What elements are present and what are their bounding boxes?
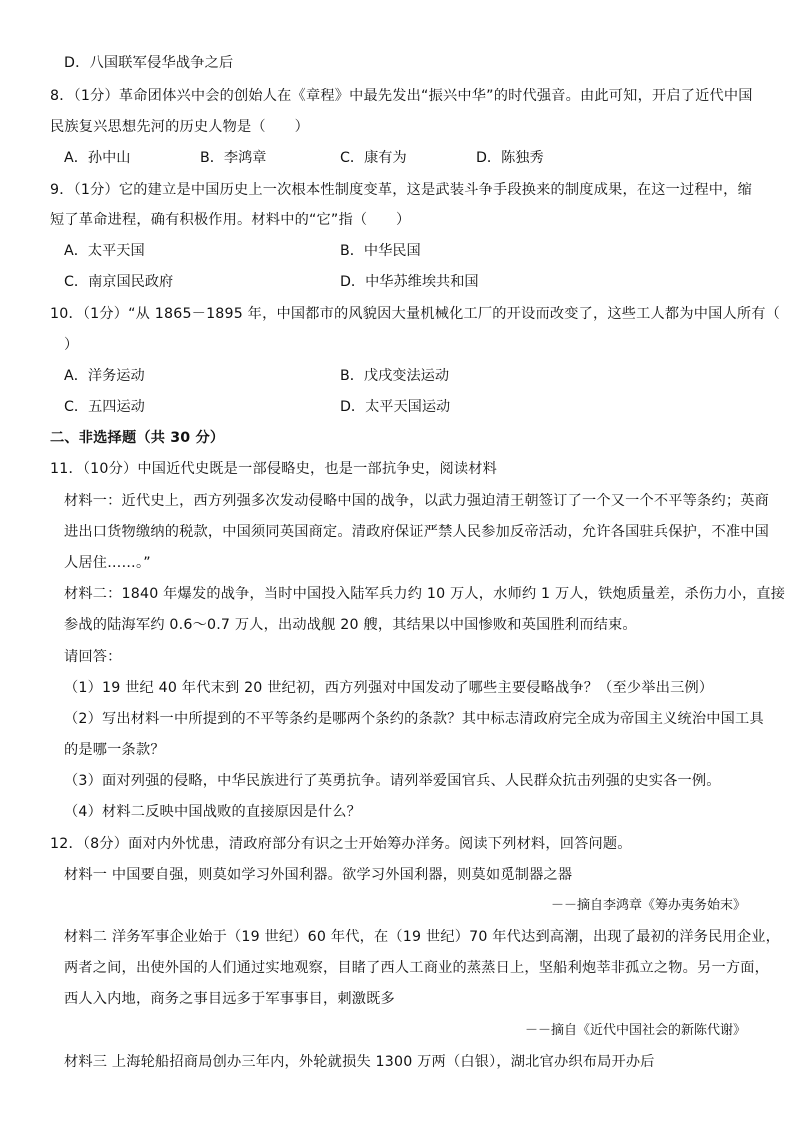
q11-material2-line2: 参战的陆海军约 0.6～0.7 万人，出动战舰 20 艘，其结果以中国惨败和英国胜利而结束。 xyxy=(64,617,637,633)
q9-stem-line1: 9．（1分）它的建立是中国历史上一次根本性制度变革，这是武装斗争手段换来的制度成果，在这一过程中，缩 xyxy=(50,182,752,198)
q9-stem-line2: 短了革命进程，确有积极作用。材料中的“它”指（ ） xyxy=(50,212,411,228)
q12-material3: 材料三 上海轮船招商局创办三年内，外轮就损失 1300 万两（白银），湖北官办织布局开办后 xyxy=(64,1054,655,1070)
q9-option-d: D．中华苏维埃共和国 xyxy=(340,274,479,290)
q11-material1-line2: 进出口货物缴纳的税款，中国须同英国商定。清政府保证严禁人民参加反帝活动，允许各国驻兵保护，不准中国 xyxy=(64,524,769,540)
q10-stem-line2: ） xyxy=(64,337,79,353)
q9-option-b: B．中华民国 xyxy=(340,243,421,259)
q10-option-c: C．五四运动 xyxy=(64,399,145,415)
q8-option-b: B．李鸿章 xyxy=(200,150,267,166)
q11-sub1: （1）19 世纪 40 年代末到 20 世纪初，西方列强对中国发动了哪些主要侵略战争？（至少举出三例） xyxy=(64,680,714,696)
q11-material1-line3: 人居住……。” xyxy=(64,555,151,571)
q11-material1-line1: 材料一：近代史上，西方列强多次发动侵略中国的战争，以武力强迫清王朝签订了一个又一个不平等条约；英商 xyxy=(64,493,769,509)
q10-option-a: A．洋务运动 xyxy=(64,368,145,384)
q12-material2-line3: 西人入内地，商务之事目远多于军事事目，刺激既多 xyxy=(64,991,395,1007)
q12-material2-line2: 两者之间，出使外国的人们通过实地观察，目睹了西人工商业的蒸蒸日上，坚船利炮莘非孤立之物。另一方面， xyxy=(64,960,769,976)
q11-material2-line1: 材料二：1840 年爆发的战争，当时中国投入陆军兵力约 10 万人，水师约 1 万人，铁炮质量差，杀伤力小，直接 xyxy=(64,586,786,602)
q11-sub2-line1: （2）写出材料一中所提到的不平等条约是哪两个条约的条款？其中标志清政府完全成为帝国主义统治中国工具 xyxy=(64,711,764,727)
q9-option-a: A．太平天国 xyxy=(64,243,145,259)
section-heading: 二、非选择题（共 30 分） xyxy=(50,430,225,446)
q10-option-d: D．太平天国运动 xyxy=(340,399,451,415)
q10-stem-line1: 10．（1分）“从 1865－1895 年，中国都市的风貌因大量机械化工厂的开设而改变了，这些工人都为中国人所有（ xyxy=(50,306,781,322)
q12-material2-source: －－摘自《近代中国社会的新陈代谢》 xyxy=(524,1023,746,1038)
q8-option-a: A．孙中山 xyxy=(64,150,131,166)
q11-ask: 请回答： xyxy=(64,649,122,665)
q7-option-d: D．八国联军侵华战争之后 xyxy=(64,55,234,71)
q8-option-d: D．陈独秀 xyxy=(476,150,544,166)
q11-sub4: （4）材料二反映中国战败的直接原因是什么？ xyxy=(64,804,361,820)
q8-option-c: C．康有为 xyxy=(340,150,407,166)
q12-material1: 材料一 中国要自强，则莫如学习外国利器。欲学习外国利器，则莫如觅制器之器 xyxy=(64,867,573,883)
q8-stem-line2: 民族复兴思想先河的历史人物是（ ） xyxy=(50,119,309,135)
q11-sub2-line2: 的是哪一条款？ xyxy=(64,742,165,758)
q11-stem: 11．（10分）中国近代史既是一部侵略史，也是一部抗争史，阅读材料 xyxy=(50,461,498,477)
q8-stem-line1: 8．（1分）革命团体兴中会的创始人在《章程》中最先发出“振兴中华”的时代强音。由此可知，开启了近代中国 xyxy=(50,88,753,104)
q12-material1-source: －－摘自李鸿章《筹办夷务始末》 xyxy=(550,898,746,913)
q9-option-c: C．南京国民政府 xyxy=(64,274,174,290)
q10-option-b: B．戊戌变法运动 xyxy=(340,368,450,384)
q12-material2-line1: 材料二 洋务军事企业始于（19 世纪）60 年代，在（19 世纪）70 年代达到高潮，出现了最初的洋务民用企业， xyxy=(64,929,781,945)
q11-sub3: （3）面对列强的侵略，中华民族进行了英勇抗争。请列举爱国官兵、人民群众抗击列强的史实各一例。 xyxy=(64,773,721,789)
q12-stem: 12．（8分）面对内外忧患，清政府部分有识之士开始筹办洋务。阅读下列材料，回答问题。 xyxy=(50,836,632,852)
